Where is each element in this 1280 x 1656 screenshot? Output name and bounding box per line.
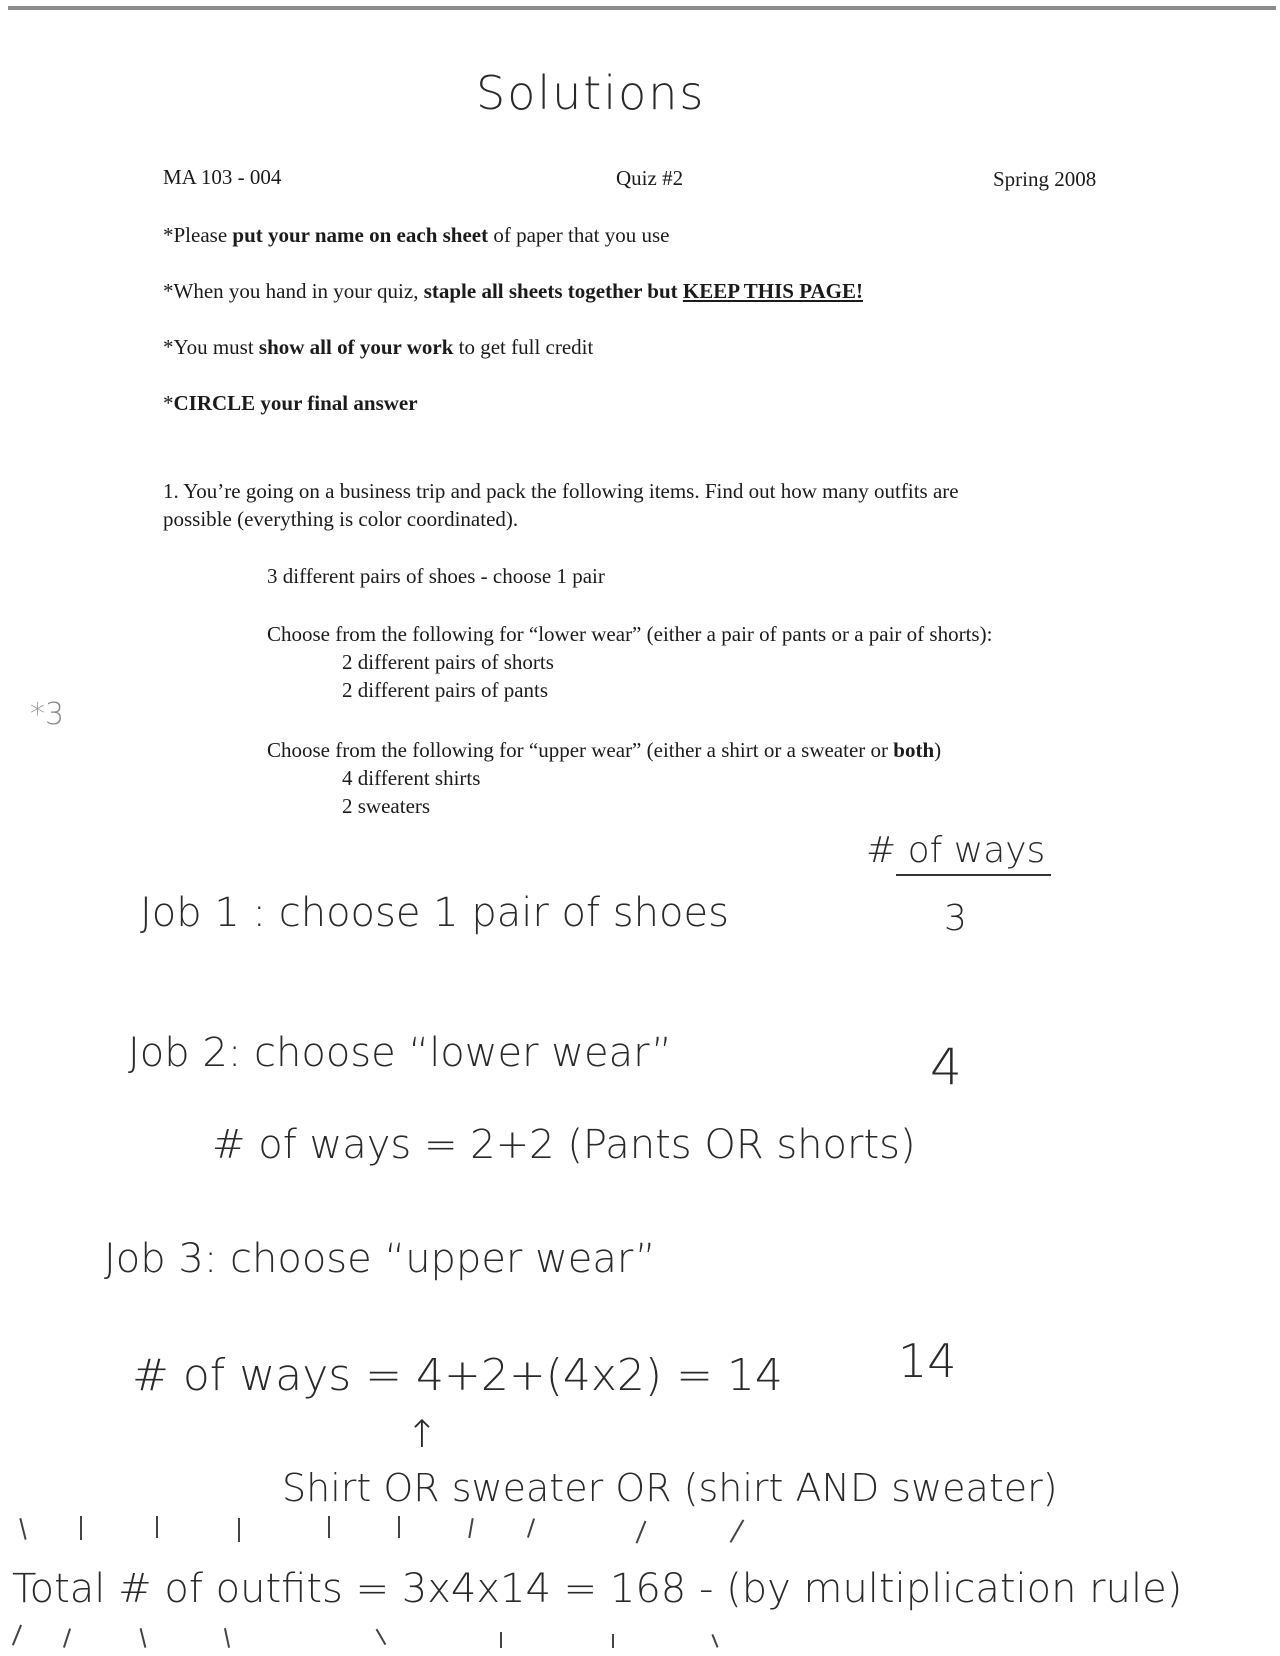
- job2-ways: 4: [930, 1038, 962, 1096]
- ways-column-header: # of ways: [866, 830, 1045, 871]
- total-outfits: Total # of outfits = 3x4x14 = 168 - (by multiplication rule): [12, 1566, 1183, 1612]
- upper-wear-intro: Choose from the following for “upper wear” (either a shirt or a sweater or both): [267, 738, 942, 762]
- tally-mark: [468, 1518, 473, 1538]
- tally-mark: [636, 1521, 646, 1544]
- job2-calculation: # of ways = 2+2 (Pants OR shorts): [212, 1122, 916, 1168]
- tally-mark: [63, 1628, 71, 1647]
- job1-text: Job 1 : choose 1 pair of shoes: [140, 890, 729, 936]
- lower-wear-intro: Choose from the following for “lower wear” (either a pair of pants or a pair of shorts):: [267, 622, 993, 646]
- tally-mark: [328, 1516, 330, 1538]
- job3-calculation: # of ways = 4+2+(4x2) = 14: [132, 1350, 783, 1401]
- course-code: MA 103 - 004: [163, 165, 282, 189]
- tally-mark: [80, 1516, 82, 1540]
- tally-mark: [156, 1516, 158, 1538]
- margin-note: *3: [30, 697, 65, 732]
- scan-border-line: [8, 6, 1276, 10]
- instruction-staple: *When you hand in your quiz, staple all sheets together but KEEP THIS PAGE!: [163, 279, 863, 303]
- tally-mark: [612, 1634, 614, 1648]
- instruction-circle: *CIRCLE your final answer: [163, 391, 418, 415]
- tally-mark: [711, 1634, 718, 1648]
- tally-mark: [224, 1628, 230, 1648]
- instruction-show-work: *You must show all of your work to get full credit: [163, 335, 594, 359]
- ways-header-underline: [896, 874, 1051, 876]
- upper-wear-item: 2 sweaters: [342, 794, 431, 818]
- tally-mark: [730, 1519, 744, 1542]
- lower-wear-item: 2 different pairs of pants: [342, 678, 549, 702]
- tally-mark: [12, 1625, 22, 1646]
- term: Spring 2008: [993, 167, 1097, 191]
- job3-text: Job 3: choose “upper wear”: [104, 1236, 656, 1282]
- quiz-number: Quiz #2: [616, 166, 684, 190]
- arrow-icon: ↑: [406, 1412, 438, 1456]
- job1-ways: 3: [944, 898, 967, 939]
- problem-text-line1: 1. You’re going on a business trip and pack the following items. Find out how many outfits are: [163, 479, 959, 503]
- problem-text-line2: possible (everything is color coordinated).: [163, 507, 519, 531]
- job3-note: Shirt OR sweater OR (shirt AND sweater): [282, 1466, 1058, 1510]
- lower-wear-item: 2 different pairs of shorts: [342, 650, 554, 674]
- tally-mark: [398, 1516, 400, 1538]
- tally-mark: [140, 1628, 146, 1648]
- tally-mark: [500, 1632, 502, 1648]
- upper-wear-item: 4 different shirts: [342, 766, 481, 790]
- tally-mark: [238, 1518, 240, 1542]
- shoes-item: 3 different pairs of shoes - choose 1 pair: [267, 564, 605, 588]
- tally-mark: [19, 1518, 26, 1540]
- handwritten-title: Solutions: [476, 66, 706, 120]
- job2-text: Job 2: choose “lower wear”: [128, 1030, 672, 1076]
- job3-ways: 14: [898, 1334, 957, 1388]
- instruction-name: *Please put your name on each sheet of paper that you use: [163, 223, 670, 247]
- tally-mark: [527, 1518, 535, 1537]
- tally-mark: [376, 1629, 386, 1645]
